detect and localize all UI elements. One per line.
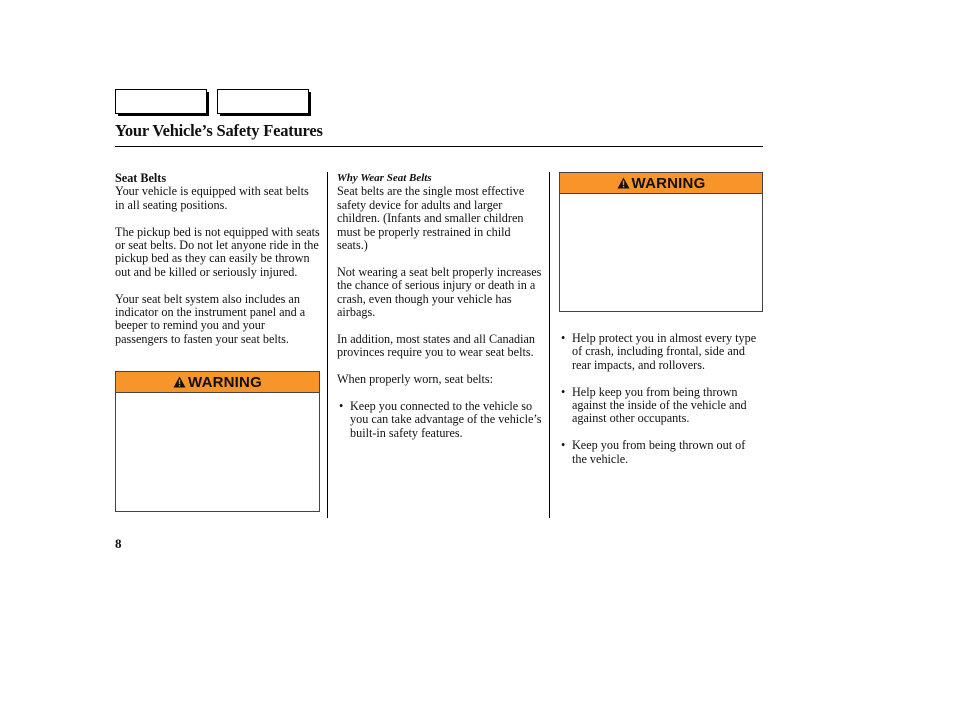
section-heading-seat-belts: Seat Belts	[115, 171, 167, 185]
bullet-list	[559, 332, 763, 466]
column-3	[559, 332, 763, 479]
paragraph: Seat belts are the single most effective safety device for adults and larger children. (Infants and smaller children must be properly restrained in child seats.)	[337, 184, 525, 253]
nav-tab-box-1[interactable]	[115, 89, 207, 114]
column-divider-2	[549, 172, 550, 518]
warning-label: WARNING	[631, 174, 706, 192]
bullet-list	[337, 400, 543, 440]
nav-tab-box-2[interactable]	[217, 89, 309, 114]
list-item: • Help keep you from being thrown against the inside of the vehicle and against other occupants.	[559, 386, 763, 426]
warning-header	[560, 173, 762, 194]
column-2	[337, 172, 543, 453]
paragraph: When properly worn, seat belts:	[337, 372, 494, 387]
paragraph: Your vehicle is equipped with seat belts in all seating positions.	[115, 184, 309, 212]
page-number: 8	[115, 536, 122, 551]
column-divider-1	[327, 172, 328, 518]
warning-box-2	[559, 172, 763, 312]
subheading-why-wear-seat-belts: Why Wear Seat Belts	[337, 172, 432, 184]
paragraph: In addition, most states and all Canadian provinces require you to wear seat belts.	[337, 331, 536, 360]
paragraph: The pickup bed is not equipped with seats or seat belts. Do not let anyone ride in the pickup bed as they can easily be thrown out and be killed or seriously injured.	[115, 224, 320, 279]
paragraph: Your seat belt system also includes an indicator on the instrument panel and a beeper to remind you and your passengers to fasten your seat belts.	[115, 291, 306, 346]
column-1	[115, 172, 320, 360]
title-divider	[115, 146, 763, 147]
warning-triangle-icon	[617, 177, 630, 189]
warning-header	[116, 372, 319, 393]
list-item: • Help protect you in almost every type of crash, including frontal, side and rear impacts, and rollovers.	[559, 332, 763, 372]
warning-box-1	[115, 371, 320, 512]
warning-triangle-icon	[173, 376, 186, 388]
paragraph: Not wearing a seat belt properly increases the chance of serious injury or death in a crash, even though your vehicle has airbags.	[337, 264, 542, 320]
page-title: Your Vehicle’s Safety Features	[115, 121, 323, 140]
list-item: • Keep you from being thrown out of the vehicle.	[559, 439, 763, 466]
list-item: • Keep you connected to the vehicle so you can take advantage of the vehicle’s built-in safety features.	[337, 400, 543, 440]
warning-label: WARNING	[188, 373, 262, 391]
